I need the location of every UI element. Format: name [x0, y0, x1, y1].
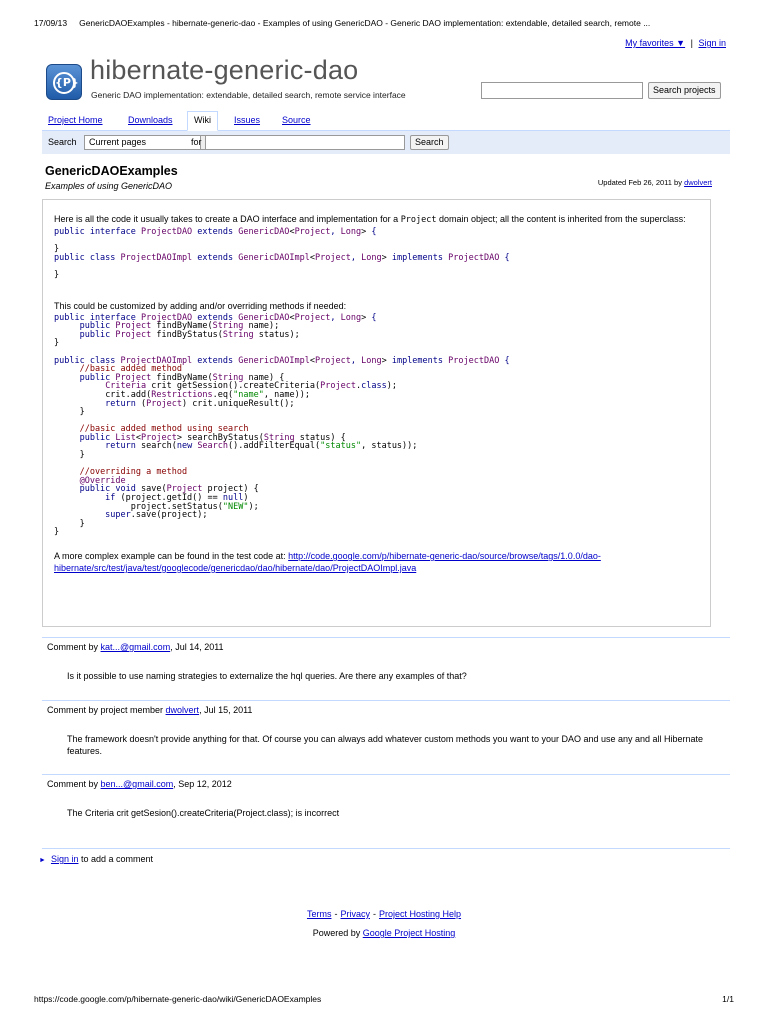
- print-url: https://code.google.com/p/hibernate-generic-dao/wiki/GenericDAOExamples: [34, 994, 322, 1004]
- comment-1: [42, 637, 730, 697]
- print-title: GenericDAOExamples - hibernate-generic-dao - Examples of using GenericDAO - Generic DAO implementation: extendable, detailed search, remote ...: [79, 18, 651, 28]
- comment-1-byline: [47, 642, 224, 652]
- footer-separator: -: [334, 909, 338, 919]
- project-summary: Generic DAO implementation: extendable, detailed search, remote service interface: [91, 90, 406, 100]
- wiki-content: [42, 199, 711, 627]
- user-bar-separator: |: [690, 38, 693, 48]
- add-comment-row: [39, 848, 730, 864]
- user-bar: [625, 38, 726, 48]
- comment-3: [42, 774, 730, 834]
- customize-paragraph: This could be customized by adding and/or overriding methods if needed:: [54, 300, 347, 311]
- tab-project-home[interactable]: Project Home: [48, 115, 103, 125]
- comment-date: , Jul 15, 2011: [199, 705, 253, 715]
- tab-downloads[interactable]: Downloads: [128, 115, 173, 125]
- privacy-link[interactable]: Privacy: [340, 909, 370, 919]
- search-projects-button[interactable]: Search projects: [648, 82, 721, 99]
- wiki-search-input[interactable]: [205, 135, 405, 150]
- comment-3-body: The Criteria crit getSesion().createCriteria(Project.class); is incorrect: [67, 808, 340, 818]
- project-name[interactable]: hibernate-generic-dao: [90, 55, 359, 85]
- code-block-custom: public interface ProjectDAO extends GenericDAO<Project, Long> { public Project findByName(String name); public Project findByStatus(String status); } public class ProjectDAOImpl extends GenericDAOImpl<Project, Long> implements ProjectDAO { //basic added method public Project findByName(String name) { Criteria crit getSession().createCriteria(Project.class); crit.add(Restrictions.eq("name", name)); return (Project) crit.uniqueResult(); } //basic added method using search public List<Project> searchByStatus(String status) { return search(new Search().addFilterEqual("status", status)); } //overriding a method @Override public void save(Project project) { if (project.getId() == null) project.setStatus("NEW"); super.save(project); } }: [54, 312, 510, 538]
- google-project-hosting-link[interactable]: Google Project Hosting: [362, 928, 456, 938]
- project-tabs: [42, 112, 730, 131]
- updated-text: Updated Feb 26, 2011 by: [597, 178, 682, 187]
- project-logo-icon[interactable]: [46, 64, 82, 100]
- search-scope-value: Current pages: [89, 137, 147, 147]
- comment-sign-in-link[interactable]: Sign in: [50, 854, 79, 864]
- print-date: 17/09/13: [34, 18, 68, 28]
- project-search-input[interactable]: [481, 82, 643, 99]
- comment-prefix: Comment by: [47, 642, 101, 652]
- comment-prefix: Comment by: [47, 779, 101, 789]
- tab-source[interactable]: Source: [282, 115, 311, 125]
- project-logo-glyph: {P}: [53, 72, 75, 94]
- comment-date: , Sep 12, 2012: [173, 779, 232, 789]
- search-for-label: for: [191, 137, 202, 147]
- add-comment-text: to add a comment: [78, 854, 154, 864]
- comment-author-link[interactable]: ben...@gmail.com: [100, 779, 174, 789]
- powered-by: [0, 928, 768, 938]
- intro-paragraph: [54, 212, 699, 228]
- comment-date: , Jul 14, 2011: [170, 642, 224, 652]
- hosting-help-link[interactable]: Project Hosting Help: [378, 909, 462, 919]
- powered-by-text: Powered by: [312, 928, 363, 938]
- test-code-link[interactable]: http://code.google.com/p/hibernate-generic-dao/source/browse/tags/1.0.0/dao-hibernate/src/test/java/test/googlecode/genericdao/dao/hibernate/dao/ProjectDAOImpl.java: [54, 551, 601, 573]
- tab-issues[interactable]: Issues: [234, 115, 261, 125]
- print-header: [34, 18, 734, 28]
- tab-wiki[interactable]: Wiki: [187, 111, 218, 131]
- page-subtitle: Examples of using GenericDAO: [45, 181, 173, 191]
- triangle-right-icon: ►: [39, 857, 46, 864]
- comment-2: [42, 700, 730, 770]
- wiki-search-bar: [42, 131, 730, 154]
- footer-links: [0, 909, 768, 919]
- updated-author-link[interactable]: dwolvert: [684, 178, 712, 187]
- intro-text: Here is all the code it usually takes to create a DAO interface and implementation for a: [54, 214, 401, 224]
- comment-3-byline: [47, 779, 232, 789]
- comment-2-byline: [47, 705, 252, 715]
- comment-author-link[interactable]: dwolvert: [165, 705, 200, 715]
- page-title: GenericDAOExamples: [45, 164, 178, 178]
- print-page-number: 1/1: [722, 994, 734, 1004]
- comment-author-link[interactable]: kat...@gmail.com: [100, 642, 171, 652]
- my-favorites-link[interactable]: My favorites ▼: [625, 38, 686, 48]
- wiki-search-label: Search: [48, 137, 77, 147]
- sign-in-link[interactable]: Sign in: [698, 38, 726, 48]
- wiki-search-button[interactable]: Search: [410, 135, 449, 150]
- print-footer: [34, 994, 734, 1004]
- more-example-paragraph: [54, 550, 699, 574]
- comment-1-body: Is it possible to use naming strategies to externalize the hql queries. Are there any examples of that?: [67, 671, 467, 681]
- comment-prefix: Comment by project member: [47, 705, 166, 715]
- terms-link[interactable]: Terms: [306, 909, 332, 919]
- updated-info: [598, 178, 712, 187]
- more-example-text: A more complex example can be found in the test code at:: [54, 551, 289, 561]
- code-block-interface: public interface ProjectDAO extends GenericDAO<Project, Long> { }: [54, 227, 377, 255]
- code-block-impl: public class ProjectDAOImpl extends GenericDAOImpl<Project, Long> implements ProjectDAO { }: [54, 252, 510, 280]
- intro-code: Project: [400, 215, 437, 225]
- footer-separator: -: [372, 909, 376, 919]
- comment-2-body: The framework doesn't provide anything for that. Of course you can always add whatever custom methods you want to your DAO and use any and all Hibernate features.: [67, 734, 704, 756]
- intro-text-end: domain object; all the content is inherited from the superclass:: [436, 214, 686, 224]
